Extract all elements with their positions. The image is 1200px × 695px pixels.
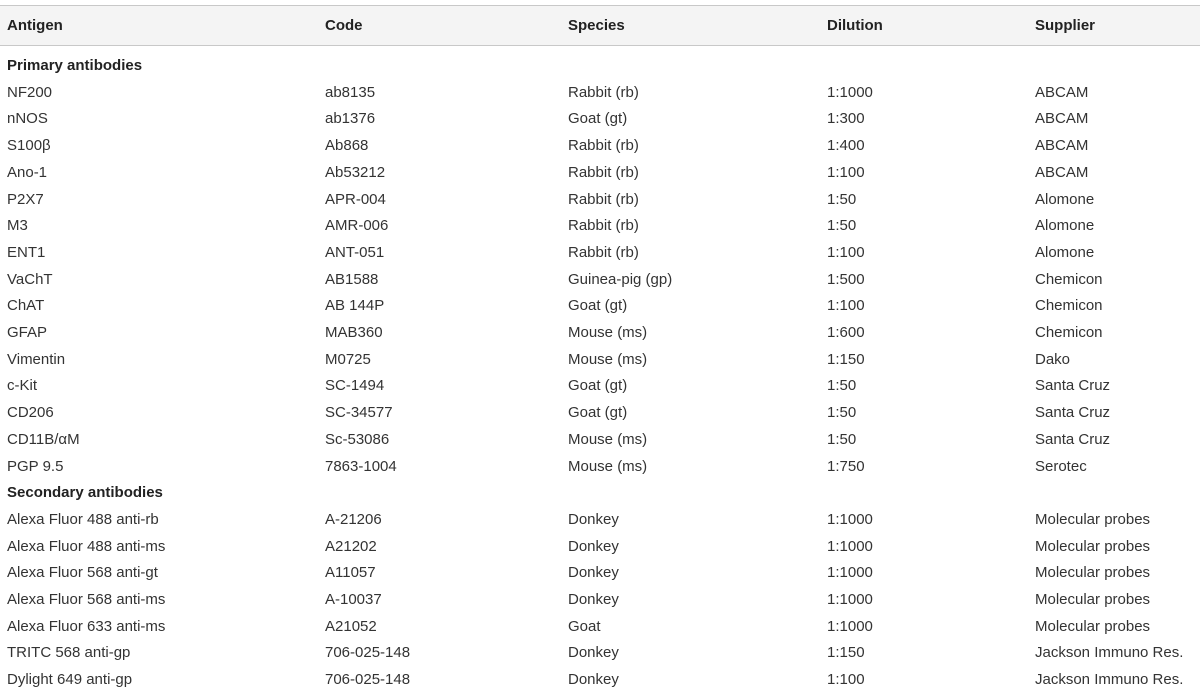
cell-species: Rabbit (rb) <box>568 137 639 155</box>
cell-antigen: c-Kit <box>7 377 37 395</box>
table-row <box>0 160 1200 187</box>
cell-supplier: Molecular probes <box>1035 564 1151 582</box>
cell-dilution: 1:150 <box>827 644 865 662</box>
cell-code: SC-1494 <box>325 377 385 395</box>
cell-supplier: Santa Cruz <box>1035 430 1111 448</box>
cell-dilution: 1:1000 <box>827 83 873 101</box>
cell-supplier: ABCAM <box>1035 137 1089 155</box>
cell-antigen: VaChT <box>7 270 53 288</box>
table-row <box>0 240 1200 267</box>
table-row <box>0 667 1200 694</box>
cell-dilution: 1:300 <box>827 110 865 128</box>
cell-supplier: Jackson Immuno Res. <box>1035 644 1184 662</box>
cell-supplier: Santa Cruz <box>1035 377 1111 395</box>
cell-code: A-10037 <box>325 591 382 608</box>
section-title: Secondary antibodies <box>7 484 163 502</box>
table-row <box>0 400 1200 427</box>
cell-antigen: ChAT <box>7 297 45 315</box>
column-header-supplier: Supplier <box>1035 17 1096 34</box>
cell-code: 706-025-148 <box>325 671 411 689</box>
table-row <box>0 373 1200 400</box>
cell-supplier: Molecular probes <box>1035 537 1151 555</box>
cell-dilution: 1:50 <box>827 217 857 235</box>
column-header-antigen: Antigen <box>7 17 63 34</box>
table-row <box>0 427 1200 454</box>
cell-supplier: Alomone <box>1035 190 1095 208</box>
cell-code: MAB360 <box>325 324 383 341</box>
cell-code: AB1588 <box>325 270 379 288</box>
table-row <box>0 80 1200 107</box>
table-row <box>0 267 1200 294</box>
cell-antigen: PGP 9.5 <box>7 457 64 475</box>
cell-code: A21052 <box>325 617 377 635</box>
table-header-rule <box>0 45 1200 46</box>
cell-dilution: 1:100 <box>827 163 865 181</box>
cell-dilution: 1:500 <box>827 270 865 288</box>
cell-code: A-21206 <box>325 510 382 528</box>
cell-antigen: CD206 <box>7 404 54 422</box>
cell-dilution: 1:150 <box>827 350 865 368</box>
cell-supplier: Jackson Immuno Res. <box>1035 671 1184 689</box>
cell-supplier: ABCAM <box>1035 110 1089 128</box>
cell-code: M0725 <box>325 350 371 368</box>
cell-supplier: Serotec <box>1035 457 1087 475</box>
cell-supplier: Molecular probes <box>1035 591 1151 608</box>
cell-antigen: Alexa Fluor 568 anti-gt <box>7 564 158 582</box>
table-row <box>0 133 1200 160</box>
cell-code: AMR-006 <box>325 217 389 235</box>
cell-dilution: 1:50 <box>827 404 857 422</box>
table-row <box>0 213 1200 240</box>
cell-dilution: 1:50 <box>827 190 857 208</box>
cell-dilution: 1:50 <box>827 377 857 395</box>
cell-dilution: 1:100 <box>827 297 865 315</box>
cell-code: A21202 <box>325 537 377 555</box>
cell-code: Ab868 <box>325 137 369 155</box>
cell-species: Goat (gt) <box>568 110 628 128</box>
cell-species: Rabbit (rb) <box>568 163 639 181</box>
cell-dilution: 1:600 <box>827 324 865 341</box>
cell-antigen: ENT1 <box>7 243 46 261</box>
column-header-species: Species <box>568 17 625 34</box>
cell-species: Donkey <box>568 591 619 608</box>
section-title: Primary antibodies <box>7 57 143 74</box>
column-header-code: Code <box>325 17 363 34</box>
cell-antigen: Alexa Fluor 633 anti-ms <box>7 617 166 635</box>
cell-code: AB 144P <box>325 297 385 315</box>
cell-species: Donkey <box>568 537 619 555</box>
cell-species: Donkey <box>568 644 619 662</box>
cell-antigen: P2X7 <box>7 190 44 208</box>
table-row <box>0 534 1200 561</box>
cell-antigen: GFAP <box>7 324 48 341</box>
cell-antigen: NF200 <box>7 83 53 101</box>
table-row <box>0 640 1200 667</box>
cell-antigen: Vimentin <box>7 350 66 368</box>
table-row <box>0 507 1200 534</box>
cell-species: Rabbit (rb) <box>568 243 639 261</box>
cell-code: 706-025-148 <box>325 644 411 662</box>
cell-supplier: Alomone <box>1035 217 1095 235</box>
table-row <box>0 106 1200 133</box>
section-header-row <box>0 480 1200 507</box>
cell-antigen: Alexa Fluor 488 anti-rb <box>7 510 159 528</box>
cell-species: Donkey <box>568 510 619 528</box>
cell-antigen: TRITC 568 anti-gp <box>7 644 131 662</box>
cell-species: Donkey <box>568 564 619 582</box>
cell-code: ANT-051 <box>325 243 385 261</box>
cell-antigen: Alexa Fluor 488 anti-ms <box>7 537 166 555</box>
table-row <box>0 187 1200 214</box>
cell-species: Rabbit (rb) <box>568 217 639 235</box>
cell-antigen: M3 <box>7 217 28 235</box>
cell-species: Mouse (ms) <box>568 350 648 368</box>
table-row <box>0 293 1200 320</box>
cell-dilution: 1:50 <box>827 430 857 448</box>
cell-species: Donkey <box>568 671 619 689</box>
cell-dilution: 1:1000 <box>827 591 873 608</box>
cell-supplier: Chemicon <box>1035 324 1103 341</box>
cell-species: Rabbit (rb) <box>568 83 639 101</box>
cell-species: Guinea-pig (gp) <box>568 270 673 288</box>
cell-code: Ab53212 <box>325 163 386 181</box>
cell-species: Mouse (ms) <box>568 430 648 448</box>
cell-antigen: nNOS <box>7 110 48 128</box>
cell-supplier: Chemicon <box>1035 297 1103 315</box>
cell-antigen: Dylight 649 anti-gp <box>7 671 133 689</box>
cell-species: Rabbit (rb) <box>568 190 639 208</box>
cell-code: SC-34577 <box>325 404 393 422</box>
cell-supplier: Chemicon <box>1035 270 1103 288</box>
cell-species: Goat (gt) <box>568 297 628 315</box>
cell-dilution: 1:750 <box>827 457 865 475</box>
cell-dilution: 1:100 <box>827 671 865 689</box>
table-row <box>0 587 1200 614</box>
table-row <box>0 614 1200 641</box>
cell-species: Mouse (ms) <box>568 324 648 341</box>
cell-code: ab1376 <box>325 110 376 128</box>
cell-dilution: 1:400 <box>827 137 865 155</box>
cell-dilution: 1:1000 <box>827 510 873 528</box>
cell-code: APR-004 <box>325 190 386 208</box>
cell-supplier: Alomone <box>1035 243 1095 261</box>
cell-supplier: Molecular probes <box>1035 617 1151 635</box>
cell-code: 7863-1004 <box>325 457 397 475</box>
cell-code: Sc-53086 <box>325 430 390 448</box>
cell-dilution: 1:1000 <box>827 537 873 555</box>
cell-antigen: S100β <box>7 137 51 155</box>
column-header-dilution: Dilution <box>827 17 883 34</box>
table-row <box>0 347 1200 374</box>
cell-code: A11057 <box>325 564 376 582</box>
cell-antigen: Alexa Fluor 568 anti-ms <box>7 591 166 608</box>
cell-antigen: CD11B/αM <box>7 430 80 448</box>
cell-dilution: 1:1000 <box>827 617 873 635</box>
section-header-row <box>0 53 1200 80</box>
cell-supplier: ABCAM <box>1035 163 1089 181</box>
cell-supplier: Santa Cruz <box>1035 404 1111 422</box>
cell-species: Mouse (ms) <box>568 457 648 475</box>
cell-supplier: Molecular probes <box>1035 510 1151 528</box>
table-header-row <box>0 6 1200 45</box>
cell-species: Goat (gt) <box>568 404 628 422</box>
cell-species: Goat (gt) <box>568 377 628 395</box>
table-row <box>0 454 1200 481</box>
table-row <box>0 560 1200 587</box>
cell-species: Goat <box>568 617 601 635</box>
table-row <box>0 320 1200 347</box>
cell-supplier: Dako <box>1035 350 1071 368</box>
cell-dilution: 1:1000 <box>827 564 873 582</box>
cell-code: ab8135 <box>325 83 376 101</box>
cell-dilution: 1:100 <box>827 243 865 261</box>
cell-antigen: Ano-1 <box>7 163 48 181</box>
cell-supplier: ABCAM <box>1035 83 1089 101</box>
